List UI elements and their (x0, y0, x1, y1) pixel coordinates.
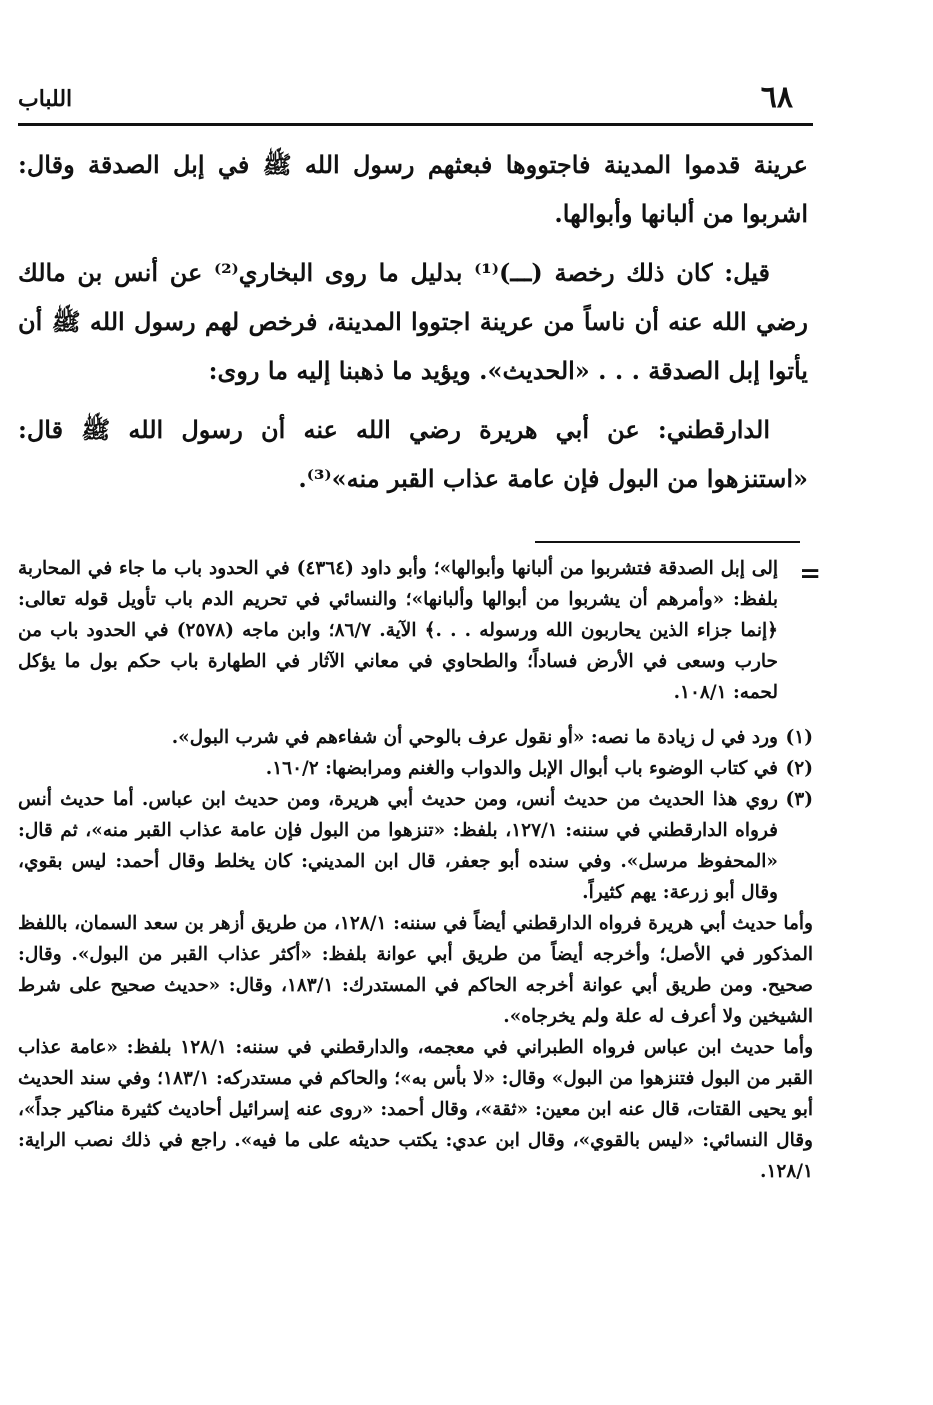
body-paragraph: الدارقطني: عن أبي هريرة رضي الله عنه أن رسول الله ﷺ قال: «استنزهوا من البول فإن عامة عذاب القبر منه»⁽³⁾. (18, 415, 808, 493)
footnote (18, 753, 813, 784)
footnote (18, 722, 813, 753)
footnote (18, 784, 813, 908)
footnote-number: (١) (785, 727, 813, 748)
footnote-number: (٢) (785, 758, 813, 779)
footnote-separator (535, 541, 800, 543)
running-title: اللباب (18, 86, 73, 112)
body-paragraph: عرينة قدموا المدينة فاجتووها فبعثهم رسول الله ﷺ في إبل الصدقة وقال: اشربوا من ألبانها وأبوالها. (18, 150, 808, 228)
footnote-continuation: إلى إبل الصدقة فتشربوا من ألبانها وأبوالها»؛ وأبو داود (٤٣٦٤) في الحدود باب ما جاء في المحاربة بلفظ: «وأمرهم أن يشربوا من أبوالها وألبانها»؛ والنسائي في تحريم الدم باب تأويل قوله تعالى: ﴿إنما جزاء الذين يحاربون الله ورسوله . . .﴾ الآية. ٨٦/٧؛ وابن ماجه (٢٥٧٨) في الحدود باب من حارب وسعى في الأرض فساداً؛ والطحاوي في معاني الآثار في الطهارة باب حكم بول ما يؤكل لحمه: ١٠٨/١. (18, 558, 778, 703)
page-header (18, 80, 793, 120)
continuation-mark: = (799, 559, 821, 589)
footnote-text: ورد في ل زيادة ما نصه: «أو نقول عرف بالوحي أن شفاءهم في شرب البول». (171, 727, 778, 748)
footnote-paragraph: وأما حديث ابن عباس فرواه الطبراني في معجمه، والدارقطني في سننه: ١٢٨/١ بلفظ: «عامة عذاب القبر من البول فتنزهوا من البول» وقال: «لا بأس به»؛ والحاكم في مستدركه: ١٨٣/١؛ وفي سند الحديث أبو يحيى القتات، قال عنه ابن معين: «ثقة»، وقال أحمد: «روى عنه إسرائيل أحاديث كثيرة مناكير جداً»، وقال النسائي: «ليس بالقوي»، وقال ابن عدي: يكتب حديثه على ما فيه». راجع في ذلك نصب الراية: ١٢٨/١. (18, 1037, 813, 1182)
footnote-text: في كتاب الوضوء باب أبوال الإبل والدواب والغنم ومرابضها: ١٦٠/٢. (265, 758, 778, 779)
footnote-paragraph: وأما حديث أبي هريرة فرواه الدارقطني أيضاً في سننه: ١٢٨/١، من طريق أزهر بن سعد السمان، باللفظ المذكور في الأصل؛ وأخرجه أيضاً من طريق أبي عوانة بلفظ: «أكثر عذاب القبر من البول». وقال: صحيح. ومن طريق أبي عوانة أخرجه الحاكم في المستدرك: ١٨٣/١، وقال: «حديث صحيح على شرط الشيخين ولا أعرف له علة ولم يخرجاه». (18, 913, 813, 1027)
body-paragraph: قيل: كان ذلك رخصة (ـــ)⁽¹⁾ بدليل ما روى البخاري⁽²⁾ عن أنس بن مالك رضي الله عنه أن ناساً من عرينة اجتووا المدينة، فرخص لهم رسول الله ﷺ أن يأتوا إبل الصدقة . . . «الحديث». ويؤيد ما ذهبنا إليه ما روى: (18, 258, 808, 385)
footnote-text: روي هذا الحديث من حديث أنس، ومن حديث أبي هريرة، ومن حديث ابن عباس. أما حديث أنس فرواه الدارقطني في سننه: ١٢٧/١، بلفظ: «تنزهوا من البول فإن عامة عذاب القبر منه»، ثم قال: «المحفوظ مرسل». وفي سنده أبو جعفر، قال ابن المديني: كان يخلط وقال أحمد: ليس بقوي، وقال أبو زرعة: يهم كثيراً. (18, 789, 778, 903)
footnote-number: (٣) (785, 789, 813, 810)
page-number: ٦٨ (760, 80, 793, 115)
footnotes (18, 553, 821, 1187)
main-text (18, 140, 808, 513)
header-rule (18, 123, 813, 126)
